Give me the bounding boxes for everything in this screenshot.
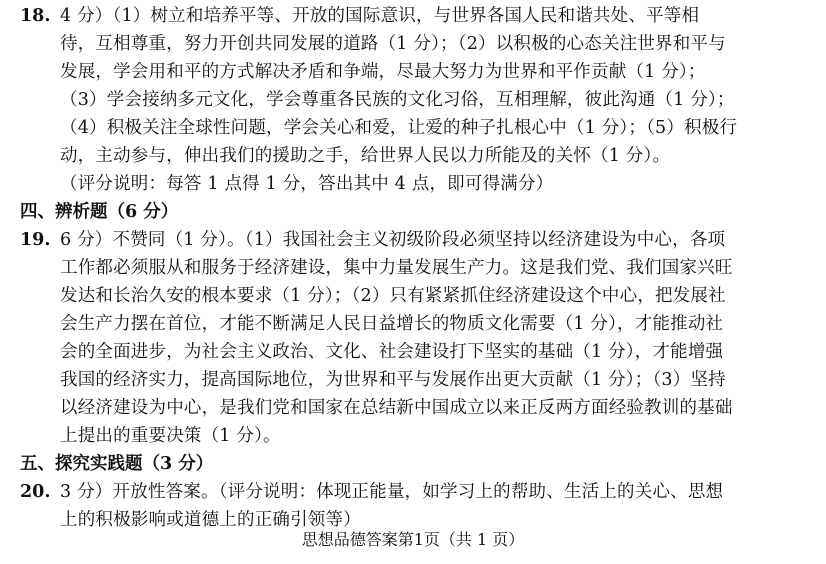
q19-line-2: 工作都必须服从和服务于经济建设，集中力量发展生产力。这是我们党、我们国家兴旺 <box>60 258 733 278</box>
q20-line-1: 3 分）开放性答案。（评分说明：体现正能量，如学习上的帮助、生活上的关心、思想 <box>60 482 724 502</box>
q19-line-8: 上提出的重要决策（1 分）。 <box>60 426 281 446</box>
q19-line-5: 会的全面进步，为社会主义政治、文化、社会建设打下坚实的基础（1 分），才能增强 <box>60 342 724 362</box>
q19-line-1: 6 分）不赞同（1 分）。（1）我国社会主义初级阶段必须坚持以经济建设为中心，各项 <box>60 230 726 250</box>
q18-line-2: 待，互相尊重，努力开创共同发展的道路（1 分）；（2）以积极的心态关注世界和平与 <box>60 34 726 54</box>
q18-line-3: 发展，学会用和平的方式解决矛盾和争端，尽最大努力为世界和平作贡献（1 分）； <box>60 62 706 82</box>
q18-line-5: （4）积极关注全球性问题，学会关心和爱，让爱的种子扎根心中（1 分）；（5）积极行 <box>60 118 738 138</box>
q18-scoring-note: （评分说明：每答 1 点得 1 分，答出其中 4 点，即可得满分） <box>60 174 554 194</box>
question-number-19: 19. <box>20 230 51 250</box>
section-heading-5: 五、探究实践题（3 分） <box>20 454 214 474</box>
page-footer: 思想品德答案第1页（共 1 页） <box>301 530 525 549</box>
q19-line-3: 发达和长治久安的根本要求（1 分）；（2）只有紧紧抓住经济建设这个中心，把发展社 <box>60 286 726 306</box>
q18-line-6: 动，主动参与，伸出我们的援助之手，给世界人民以力所能及的关怀（1 分）。 <box>60 146 671 166</box>
q19-line-6: 我国的经济实力，提高国际地位，为世界和平与发展作出更大贡献（1 分）；（3）坚持 <box>60 370 726 390</box>
question-number-20: 20. <box>20 482 51 502</box>
q19-line-4: 会生产力摆在首位，才能不断满足人民日益增长的物质文化需要（1 分），才能推动社 <box>60 314 724 334</box>
q18-line-4: （3）学会接纳多元文化，学会尊重各民族的文化习俗，互相理解，彼此沟通（1 分）； <box>60 90 735 110</box>
q20-line-2: 上的积极影响或道德上的正确引领等） <box>60 510 361 530</box>
q18-line-1: 4 分）（1）树立和培养平等、开放的国际意识，与世界各国人民和谐共处、平等相 <box>60 6 700 26</box>
section-heading-4: 四、辨析题（6 分） <box>20 202 179 222</box>
q19-line-7: 以经济建设为中心，是我们党和国家在总结新中国成立以来正反两方面经验教训的基础 <box>60 398 733 418</box>
question-number-18: 18. <box>20 6 51 26</box>
